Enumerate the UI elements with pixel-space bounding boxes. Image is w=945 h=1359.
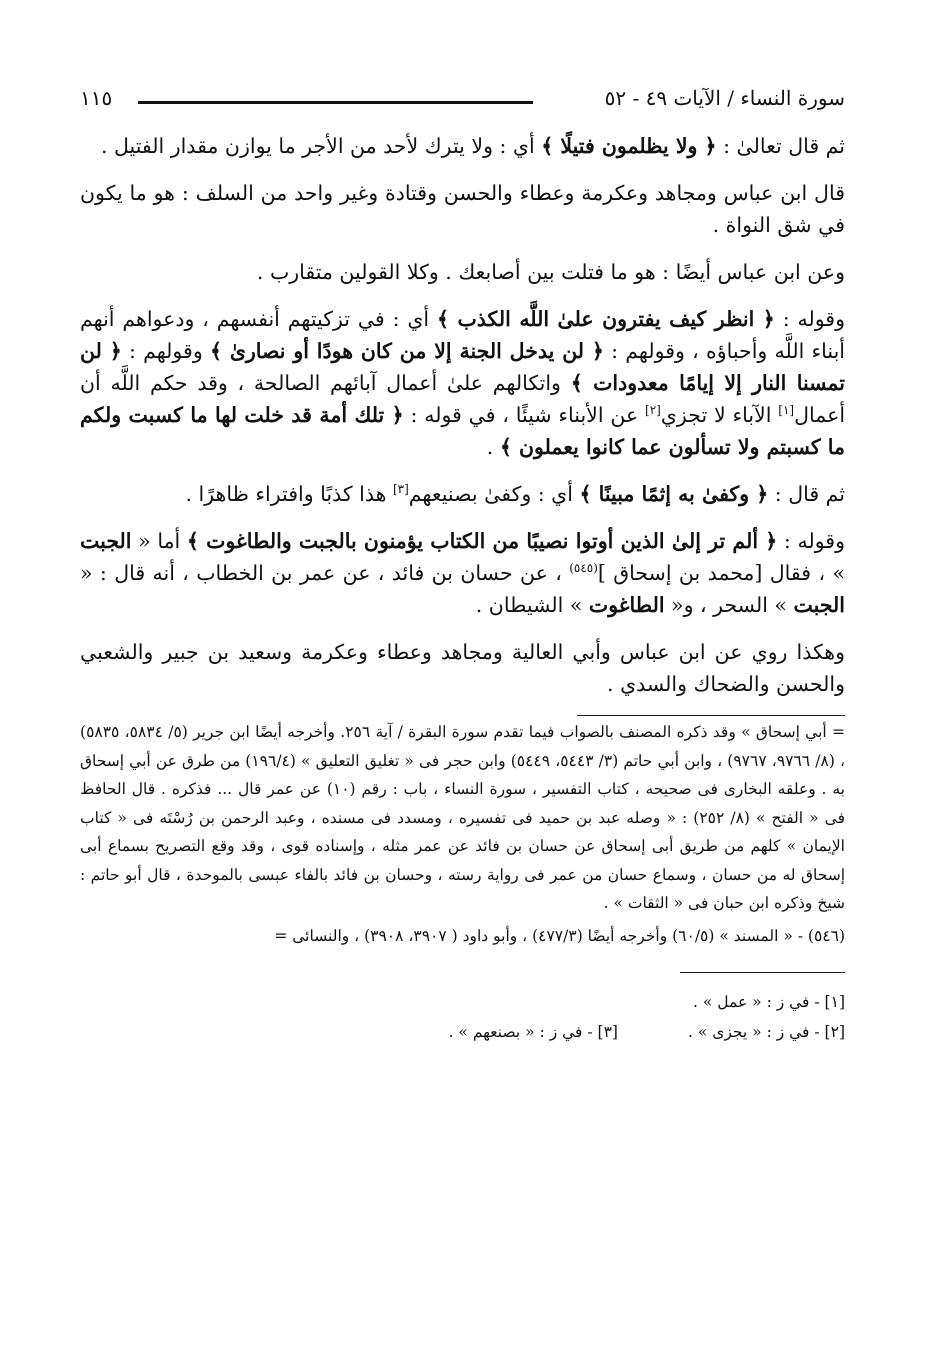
text-run: عن الأبناء شيئًا ، في قوله :	[403, 403, 646, 427]
paragraph	[80, 303, 845, 463]
footnote-ref: (٥٤٥)	[569, 561, 598, 576]
editor-note-ref: [١]	[778, 403, 795, 418]
main-text	[80, 130, 845, 700]
paragraph	[80, 256, 845, 288]
editor-note-ref: [٣]	[392, 482, 409, 497]
text-run: ، عن حسان بن فائد ، عن عمر بن الخطاب ، أنه قال : «	[80, 561, 570, 585]
paragraph	[80, 478, 845, 510]
quran-quote: ﴿ وكفىٰ به إثمًا مبينًا ﴾	[579, 482, 769, 506]
text-run: ثم قال تعالىٰ :	[716, 134, 845, 158]
quran-quote: ﴿ ألم تر إلىٰ الذين أوتوا نصيبًا من الكتاب يؤمنون بالجبت والطاغوت ﴾	[186, 529, 778, 553]
text-run: » الشيطان .	[475, 593, 589, 617]
text-run: ثم قال :	[768, 482, 845, 506]
editor-note: [٣] - في ز : « بصنعهم » .	[448, 1023, 618, 1041]
text-run: » ، فقال [محمد بن إسحاق ]	[597, 561, 845, 585]
text-run: وعن ابن عباس أيضًا : هو ما فتلت بين أصابعك . وكلا القولين متقارب .	[256, 260, 845, 284]
header-rule	[138, 101, 533, 104]
text-run: .	[486, 435, 500, 459]
quran-quote: ﴿ لن يدخل الجنة إلا من كان هودًا أو نصارىٰ ﴾	[209, 339, 604, 363]
bold-term: الجبت	[80, 529, 132, 553]
text-run: أي : في تزكيتهم أنفسهم ، ودعواهم أنهم أبناء اللَّه وأحباؤه ، وقولهم :	[80, 307, 845, 363]
editor-notes-row	[80, 1017, 845, 1047]
text-run: وقوله :	[777, 529, 846, 553]
text-run: الآباء لا تجزي	[660, 403, 779, 427]
footnote-divider	[577, 715, 845, 716]
text-run: أما «	[131, 529, 187, 553]
text-run: قال ابن عباس ومجاهد وعكرمة وعطاء والحسن وقتادة وغير واحد من السلف : هو ما يكون في شق النواة .	[80, 181, 845, 237]
bold-term: الطاغوت	[588, 593, 665, 617]
text-run: هذا كذبًا وافتراء ظاهرًا .	[185, 482, 393, 506]
paragraph	[80, 636, 845, 700]
text-run: وقوله :	[774, 307, 845, 331]
quran-quote: ﴿ ولا يظلمون فتيلًا ﴾	[541, 134, 717, 158]
editor-notes	[80, 987, 845, 1047]
page-header	[80, 82, 845, 122]
text-run: أي : ولا يترك لأحد من الأجر ما يوازن مقدار الفتيل .	[100, 134, 542, 158]
editor-note: [٢] - في ز : « يجزى » .	[687, 1023, 845, 1041]
text-run: وقولهم :	[121, 339, 210, 363]
running-title: سورة النساء / الآيات ٤٩ - ٥٢	[604, 86, 845, 110]
text-run: » السحر ، و«	[664, 593, 794, 617]
paragraph	[80, 130, 845, 162]
editor-note-ref: [٢]	[645, 403, 661, 418]
quran-quote: ﴿ تلك أمة قد خلت لها ما كسبت ولكم ما كسبتم ولا تسألون عما كانوا يعملون ﴾	[80, 403, 845, 459]
paragraph	[80, 525, 845, 621]
footnote: = أبي إسحاق » وقد ذكره المصنف بالصواب فيما تقدم سورة البقرة / آية ٢٥٦. وأخرجه أيضًا ابن جرير (٥/ ٥٨٣٤، ٥٨٣٥) ، (٨/ ٩٧٦٦، ٩٧٦٧) ، وابن أبي حاتم (٣/ ٥٤٤٣، ٥٤٤٩) وابن حجر فى « تغليق التعليق » (١٩٦/٤) من طرق عن أبي إسحاق به . وعلقه البخارى فى صحيحه ، كتاب التفسير ، سورة النساء ، باب : رقم (١٠) عن عمر قال ... فذكره . قال الحافظ فى « الفتح » (٨/ ٢٥٢) : « وصله عبد بن حميد فى تفسيره ، ومسدد فى مسنده ، وعبد الرحمن بن رُسْتَه فى « كتاب الإيمان » كلهم من طريق أبى إسحاق عن حسان بن فائد عن عمر مثله ، وإسناده قوى ، وقد وقع التصريح بسماع أبى إسحاق له من حسان ، وسماع حسان من عمر فى رواية رسته ، وحسان بن فائد بالفاء عبسى بالموحدة ، قال أبو حاتم : شيخ وذكره ابن حبان فى « الثقات » .	[80, 723, 845, 912]
text-run: وهكذا روي عن ابن عباس وأبي العالية ومجاهد وعطاء وعكرمة وسعيد بن جبير والشعبي والحسن والضحاك والسدي .	[80, 640, 845, 696]
footnote: (٥٤٦) - « المسند » (٦٠/٥) وأخرجه أيضًا (٤٧٧/٣) ، وأبو داود ( ٣٩٠٧، ٣٩٠٨) ، والنسائى =	[274, 926, 845, 945]
text-run: أي : وكفىٰ بصنيعهم	[408, 482, 580, 506]
bold-term: الجبت	[793, 593, 845, 617]
quran-quote: ﴿ انظر كيف يفترون علىٰ اللَّه الكذب ﴾	[437, 307, 775, 331]
footnotes	[80, 718, 845, 950]
text-run: واتكالهم علىٰ أعمال آبائهم الصالحة ، وقد حكم اللَّه أن أعمال	[80, 371, 846, 427]
page-number: ١١٥	[80, 86, 113, 110]
page	[80, 82, 845, 1047]
quran-quote: ﴿ لن تمسنا النار إلا إيامًا معدودات ﴾	[80, 339, 845, 395]
editor-notes-divider	[680, 972, 845, 973]
editor-note: [١] - في ز : « عمل » .	[693, 993, 845, 1011]
paragraph	[80, 177, 845, 241]
